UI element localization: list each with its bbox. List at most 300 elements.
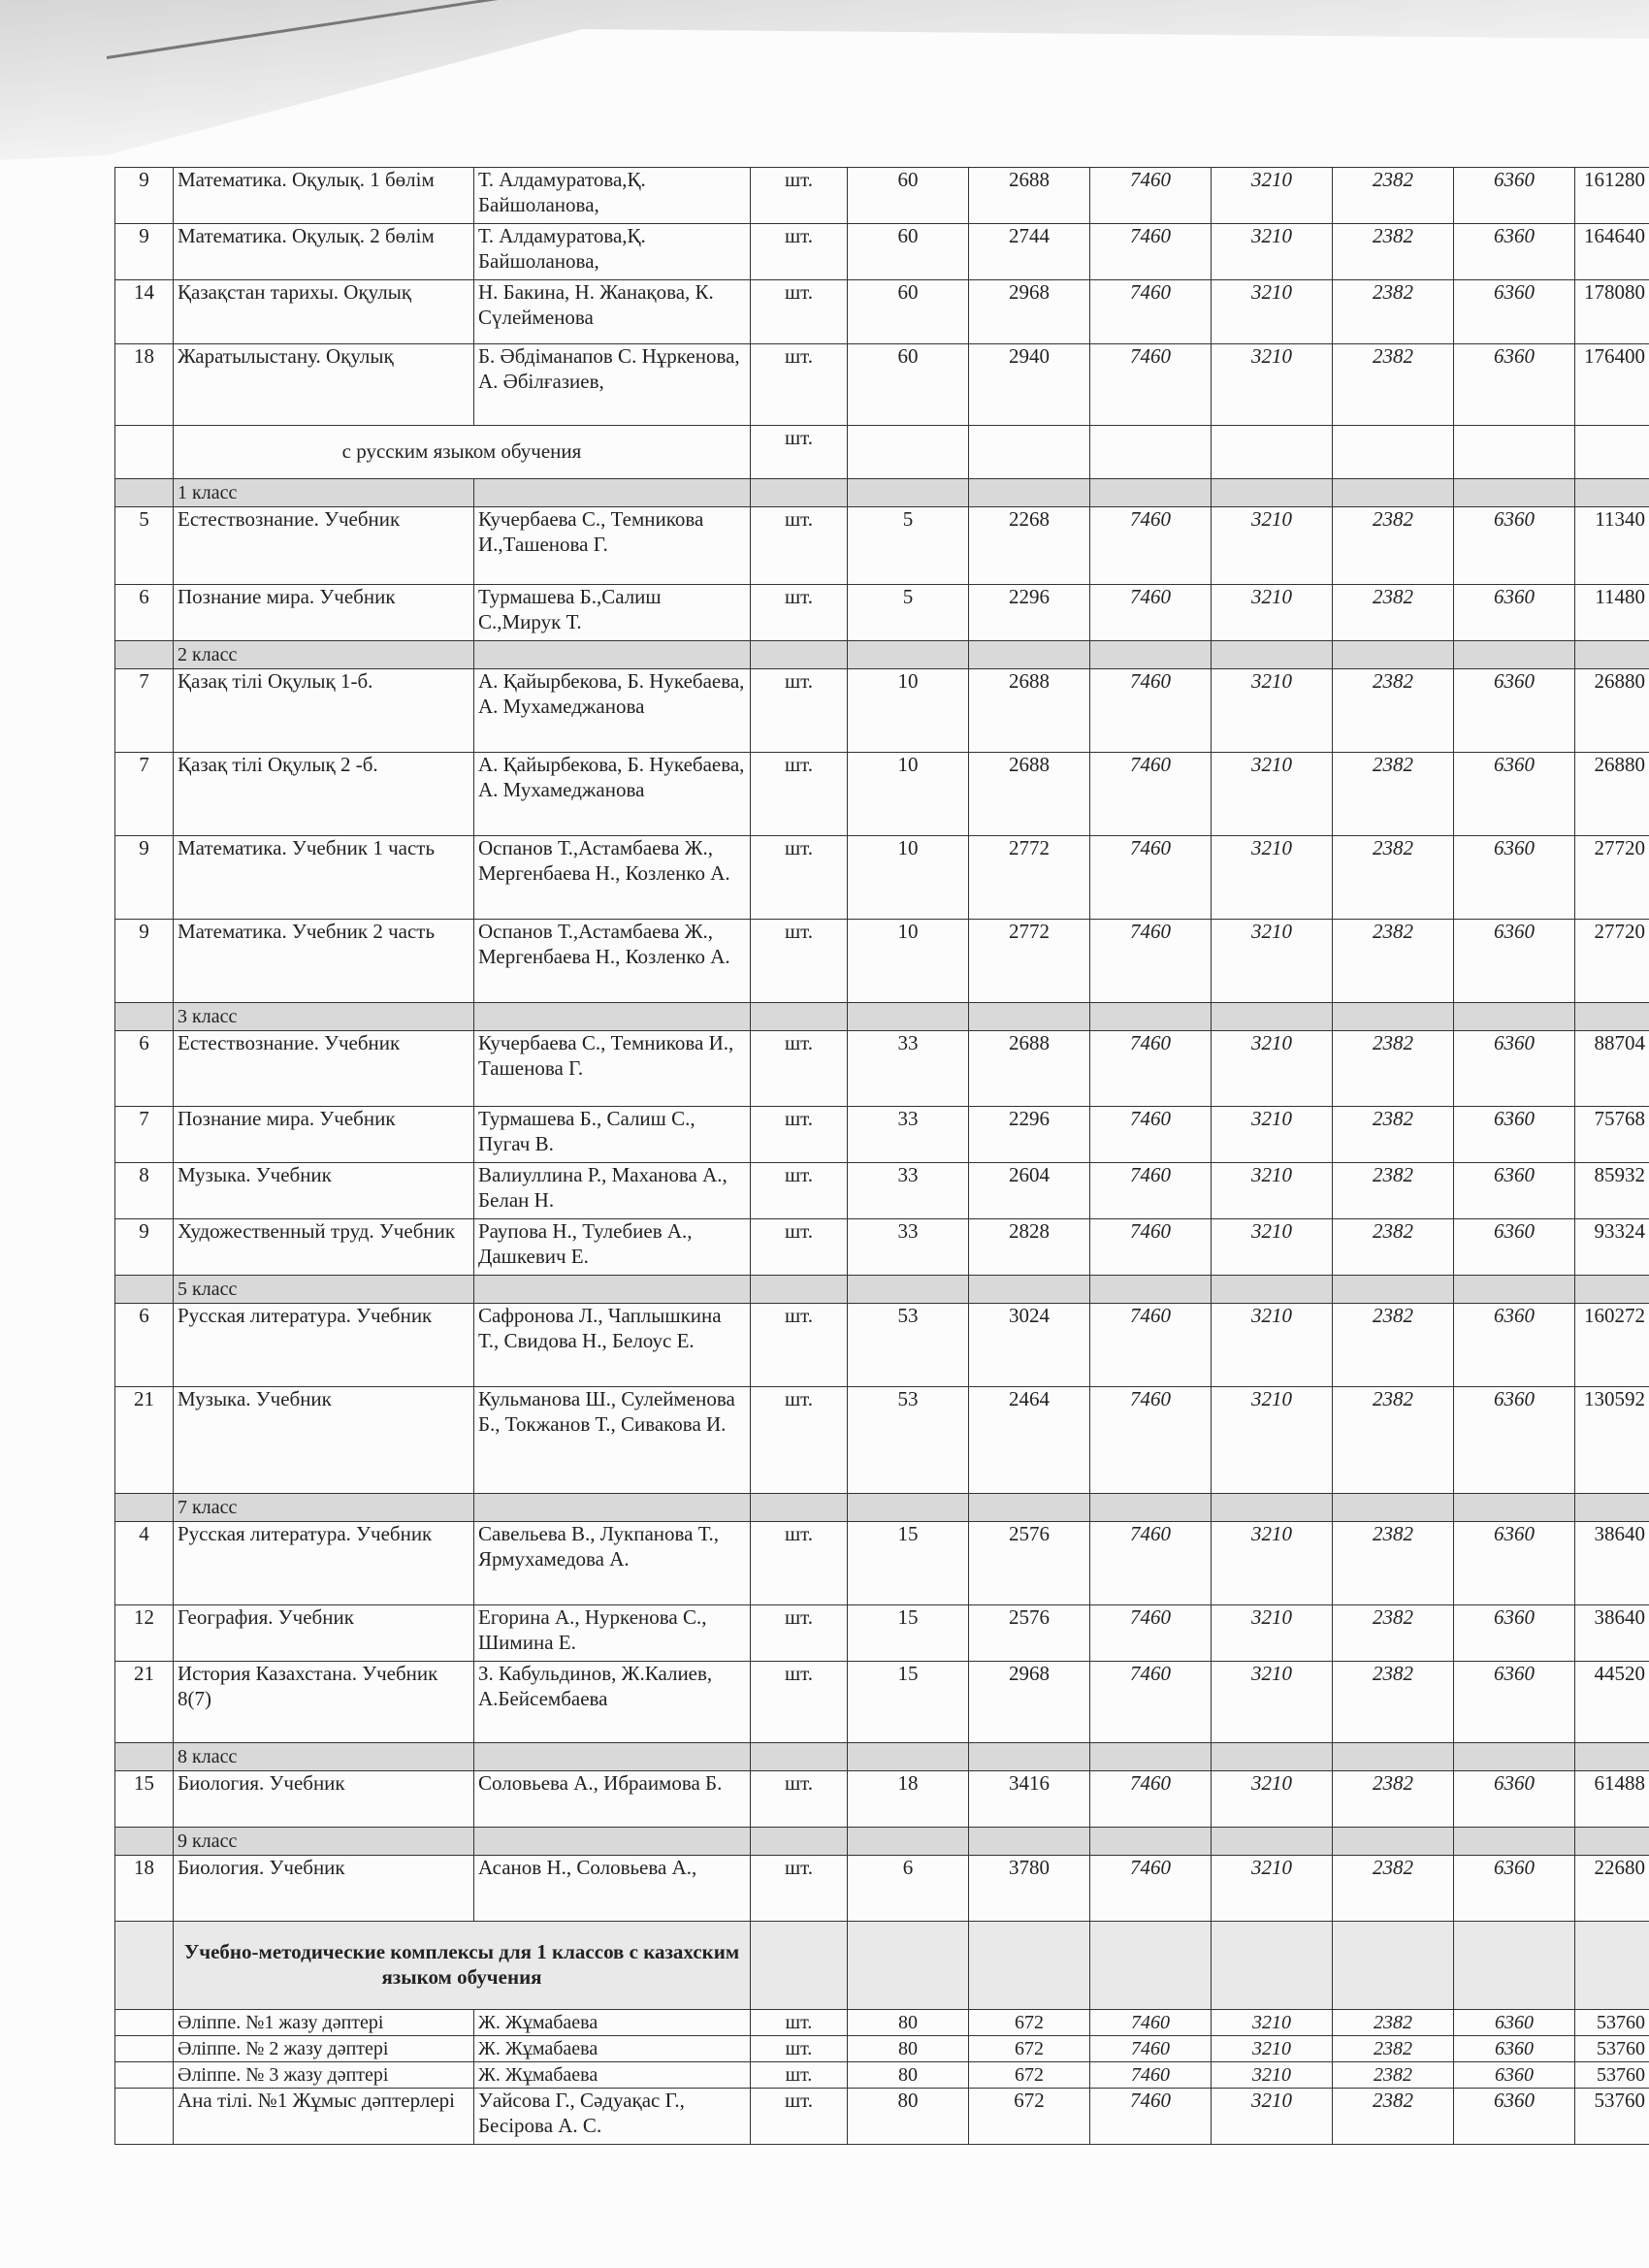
table-row bbox=[115, 1522, 1649, 1605]
price-column-2: 3210 bbox=[1212, 1605, 1333, 1662]
unit-price: 672 bbox=[969, 2062, 1090, 2089]
price-column-4: 6360 bbox=[1454, 2036, 1575, 2062]
row-total: 26880 bbox=[1575, 669, 1649, 753]
row-number: 9 bbox=[115, 836, 174, 920]
row-total: 53760 bbox=[1575, 2010, 1649, 2036]
quantity: 60 bbox=[848, 224, 969, 280]
price-column-1: 7460 bbox=[1090, 753, 1212, 836]
price-column-2: 3210 bbox=[1212, 1219, 1333, 1276]
unit-price: 2688 bbox=[969, 753, 1090, 836]
unit-price: 3780 bbox=[969, 1856, 1090, 1922]
unit-label: шт. bbox=[751, 168, 848, 224]
book-authors: Валиуллина Р., Маханова А., Белан Н. bbox=[474, 1163, 751, 1219]
unit-price: 2828 bbox=[969, 1219, 1090, 1276]
price-column-1: 7460 bbox=[1090, 168, 1212, 224]
quantity: 10 bbox=[848, 920, 969, 1003]
unit-label: шт. bbox=[751, 585, 848, 641]
price-column-2: 3210 bbox=[1212, 1304, 1333, 1387]
quantity: 15 bbox=[848, 1662, 969, 1743]
row-number: 9 bbox=[115, 224, 174, 280]
quantity: 33 bbox=[848, 1163, 969, 1219]
price-column-3: 2382 bbox=[1333, 1605, 1454, 1662]
price-column-3: 2382 bbox=[1333, 669, 1454, 753]
price-column-1: 7460 bbox=[1090, 1856, 1212, 1922]
unit-price: 2688 bbox=[969, 168, 1090, 224]
price-column-2: 3210 bbox=[1212, 920, 1333, 1003]
row-number: 6 bbox=[115, 1304, 174, 1387]
quantity: 80 bbox=[848, 2062, 969, 2089]
unit-label: шт. bbox=[751, 1219, 848, 1276]
unit-label: шт. bbox=[751, 1387, 848, 1494]
book-authors: Т. Алдамуратова,Қ. Байшоланова, bbox=[474, 224, 751, 280]
price-column-4: 6360 bbox=[1454, 2010, 1575, 2036]
book-title: Қазақ тілі Оқулық 2 -б. bbox=[174, 753, 474, 836]
book-title: Музыка. Учебник bbox=[174, 1163, 474, 1219]
price-column-3: 2382 bbox=[1333, 1387, 1454, 1494]
price-column-1: 7460 bbox=[1090, 1387, 1212, 1494]
price-column-3: 2382 bbox=[1333, 2036, 1454, 2062]
row-number bbox=[115, 2036, 174, 2062]
book-authors: Ж. Жұмабаева bbox=[474, 2036, 751, 2062]
price-column-1: 7460 bbox=[1090, 669, 1212, 753]
row-total: 85932 bbox=[1575, 1163, 1649, 1219]
unit-label: шт. bbox=[751, 920, 848, 1003]
table-row bbox=[115, 224, 1649, 280]
price-column-4: 6360 bbox=[1454, 1522, 1575, 1605]
row-total: 176400 bbox=[1575, 344, 1649, 426]
table-row bbox=[115, 1605, 1649, 1662]
book-title: Әліппе. №1 жазу дәптері bbox=[174, 2010, 474, 2036]
price-column-1: 7460 bbox=[1090, 1662, 1212, 1743]
unit-label: шт. bbox=[751, 1662, 848, 1743]
unit-price: 2744 bbox=[969, 224, 1090, 280]
unit-price: 3024 bbox=[969, 1304, 1090, 1387]
unit-price: 2772 bbox=[969, 920, 1090, 1003]
book-authors: Савельева В., Лукпанова Т., Ярмухамедова А. bbox=[474, 1522, 751, 1605]
book-authors: Кульманова Ш., Сулейменова Б., Токжанов Т., Сивакова И. bbox=[474, 1387, 751, 1494]
price-column-4: 6360 bbox=[1454, 280, 1575, 344]
row-number bbox=[115, 2010, 174, 2036]
unit-label: шт. bbox=[751, 280, 848, 344]
row-total: 178080 bbox=[1575, 280, 1649, 344]
price-column-2: 3210 bbox=[1212, 224, 1333, 280]
book-title: География. Учебник bbox=[174, 1605, 474, 1662]
price-column-3: 2382 bbox=[1333, 1107, 1454, 1163]
class-header-row bbox=[115, 479, 1649, 507]
unit-label: шт. bbox=[751, 836, 848, 920]
book-authors: Ж. Жұмабаева bbox=[474, 2062, 751, 2089]
price-column-2: 3210 bbox=[1212, 836, 1333, 920]
unit-price: 2464 bbox=[969, 1387, 1090, 1494]
class-label: 5 класс bbox=[174, 1276, 474, 1304]
table-row bbox=[115, 1219, 1649, 1276]
price-column-2: 3210 bbox=[1212, 1522, 1333, 1605]
row-number: 14 bbox=[115, 280, 174, 344]
unit-label: шт. bbox=[751, 1304, 848, 1387]
row-total: 38640 bbox=[1575, 1605, 1649, 1662]
book-title: Әліппе. № 3 жазу дәптері bbox=[174, 2062, 474, 2089]
price-column-4: 6360 bbox=[1454, 1107, 1575, 1163]
class-header-row bbox=[115, 1003, 1649, 1031]
book-authors: З. Кабульдинов, Ж.Калиев, А.Бейсембаева bbox=[474, 1662, 751, 1743]
row-number: 4 bbox=[115, 1522, 174, 1605]
row-total: 44520 bbox=[1575, 1662, 1649, 1743]
unit-price: 2688 bbox=[969, 669, 1090, 753]
class-label: 1 класс bbox=[174, 479, 474, 507]
book-authors: Егорина А., Нуркенова С., Шимина Е. bbox=[474, 1605, 751, 1662]
price-column-2: 3210 bbox=[1212, 168, 1333, 224]
unit-label: шт. bbox=[751, 507, 848, 585]
row-total: 75768 bbox=[1575, 1107, 1649, 1163]
book-title: Қазақстан тарихы. Оқулық bbox=[174, 280, 474, 344]
quantity: 33 bbox=[848, 1219, 969, 1276]
unit-price: 672 bbox=[969, 2089, 1090, 2145]
price-column-3: 2382 bbox=[1333, 507, 1454, 585]
unit-label: шт. bbox=[751, 1856, 848, 1922]
unit-label: шт. bbox=[751, 224, 848, 280]
section-header-row bbox=[115, 426, 1649, 479]
row-total: 53760 bbox=[1575, 2089, 1649, 2145]
row-number: 6 bbox=[115, 1031, 174, 1107]
price-column-4: 6360 bbox=[1454, 1219, 1575, 1276]
quantity: 33 bbox=[848, 1031, 969, 1107]
quantity: 60 bbox=[848, 168, 969, 224]
price-column-4: 6360 bbox=[1454, 344, 1575, 426]
unit-label: шт. bbox=[751, 1771, 848, 1828]
row-total: 26880 bbox=[1575, 753, 1649, 836]
class-header-row bbox=[115, 1276, 1649, 1304]
row-number: 9 bbox=[115, 1219, 174, 1276]
price-column-1: 7460 bbox=[1090, 1163, 1212, 1219]
row-total: 130592 bbox=[1575, 1387, 1649, 1494]
price-column-4: 6360 bbox=[1454, 836, 1575, 920]
unit-price: 2296 bbox=[969, 585, 1090, 641]
row-number: 15 bbox=[115, 1771, 174, 1828]
row-number: 12 bbox=[115, 1605, 174, 1662]
book-title: История Казахстана. Учебник 8(7) bbox=[174, 1662, 474, 1743]
row-number: 18 bbox=[115, 1856, 174, 1922]
price-column-4: 6360 bbox=[1454, 2089, 1575, 2145]
book-authors: Т. Алдамуратова,Қ. Байшоланова, bbox=[474, 168, 751, 224]
quantity: 15 bbox=[848, 1605, 969, 1662]
unit-price: 2688 bbox=[969, 1031, 1090, 1107]
class-header-row bbox=[115, 1494, 1649, 1522]
price-column-2: 3210 bbox=[1212, 753, 1333, 836]
price-column-4: 6360 bbox=[1454, 1662, 1575, 1743]
class-label: 3 класс bbox=[174, 1003, 474, 1031]
table-row bbox=[115, 344, 1649, 426]
unit-label: шт. bbox=[751, 1605, 848, 1662]
unit-label: шт. bbox=[751, 2036, 848, 2062]
quantity: 18 bbox=[848, 1771, 969, 1828]
kit-title: Учебно-методические комплексы для 1 классов с казахским языком обучения bbox=[174, 1922, 751, 2010]
price-column-4: 6360 bbox=[1454, 1771, 1575, 1828]
table-row bbox=[115, 1662, 1649, 1743]
unit-label: шт. bbox=[751, 2062, 848, 2089]
table-row bbox=[115, 1163, 1649, 1219]
quantity: 33 bbox=[848, 1107, 969, 1163]
row-total: 53760 bbox=[1575, 2062, 1649, 2089]
quantity: 80 bbox=[848, 2036, 969, 2062]
price-column-1: 7460 bbox=[1090, 1031, 1212, 1107]
book-title: Әліппе. № 2 жазу дәптері bbox=[174, 2036, 474, 2062]
book-authors: Сафронова Л., Чаплышкина Т., Свидова Н., Белоус Е. bbox=[474, 1304, 751, 1387]
price-column-4: 6360 bbox=[1454, 2062, 1575, 2089]
book-title: Познание мира. Учебник bbox=[174, 1107, 474, 1163]
book-title: Ана тілі. №1 Жұмыс дәптерлері bbox=[174, 2089, 474, 2145]
row-number bbox=[115, 2062, 174, 2089]
price-column-3: 2382 bbox=[1333, 1304, 1454, 1387]
price-column-3: 2382 bbox=[1333, 224, 1454, 280]
price-column-2: 3210 bbox=[1212, 2036, 1333, 2062]
price-column-1: 7460 bbox=[1090, 344, 1212, 426]
price-column-3: 2382 bbox=[1333, 280, 1454, 344]
unit-price: 2940 bbox=[969, 344, 1090, 426]
quantity: 6 bbox=[848, 1856, 969, 1922]
book-authors: Кучербаева С., Темникова И., Ташенова Г. bbox=[474, 1031, 751, 1107]
price-column-4: 6360 bbox=[1454, 168, 1575, 224]
price-column-3: 2382 bbox=[1333, 2010, 1454, 2036]
table-row bbox=[115, 168, 1649, 224]
price-column-4: 6360 bbox=[1454, 1387, 1575, 1494]
book-authors: Асанов Н., Соловьева А., bbox=[474, 1856, 751, 1922]
price-column-3: 2382 bbox=[1333, 836, 1454, 920]
price-column-1: 7460 bbox=[1090, 2062, 1212, 2089]
book-authors: Раупова Н., Тулебиев А., Дашкевич Е. bbox=[474, 1219, 751, 1276]
book-title: Познание мира. Учебник bbox=[174, 585, 474, 641]
quantity: 80 bbox=[848, 2089, 969, 2145]
table-row bbox=[115, 920, 1649, 1003]
book-authors: Б. Әбдіманапов С. Нұркенова, А. Әбілғазиев, bbox=[474, 344, 751, 426]
unit-label: шт. bbox=[751, 1522, 848, 1605]
class-label: 7 класс bbox=[174, 1494, 474, 1522]
book-authors: Оспанов Т.,Астамбаева Ж., Мергенбаева Н., Козленко А. bbox=[474, 920, 751, 1003]
unit-label: шт. bbox=[751, 1031, 848, 1107]
price-column-1: 7460 bbox=[1090, 1107, 1212, 1163]
textbook-order-table bbox=[114, 167, 1649, 2145]
table-row bbox=[115, 2062, 1649, 2089]
table-row bbox=[115, 280, 1649, 344]
price-column-2: 3210 bbox=[1212, 585, 1333, 641]
row-number: 7 bbox=[115, 753, 174, 836]
quantity: 80 bbox=[848, 2010, 969, 2036]
kit-header-row bbox=[115, 1922, 1649, 2010]
price-column-1: 7460 bbox=[1090, 224, 1212, 280]
quantity: 60 bbox=[848, 344, 969, 426]
table-row bbox=[115, 1107, 1649, 1163]
price-column-2: 3210 bbox=[1212, 344, 1333, 426]
unit-price: 2268 bbox=[969, 507, 1090, 585]
unit-label: шт. bbox=[751, 426, 848, 479]
price-column-3: 2382 bbox=[1333, 1163, 1454, 1219]
row-total: 27720 bbox=[1575, 836, 1649, 920]
book-title: Математика. Учебник 2 часть bbox=[174, 920, 474, 1003]
unit-label: шт. bbox=[751, 669, 848, 753]
quantity: 5 bbox=[848, 507, 969, 585]
price-column-3: 2382 bbox=[1333, 1856, 1454, 1922]
unit-label: шт. bbox=[751, 2010, 848, 2036]
row-number: 18 bbox=[115, 344, 174, 426]
table-row bbox=[115, 1387, 1649, 1494]
row-number: 21 bbox=[115, 1662, 174, 1743]
price-column-2: 3210 bbox=[1212, 1856, 1333, 1922]
price-column-3: 2382 bbox=[1333, 2089, 1454, 2145]
book-authors: Кучербаева С., Темникова И.,Ташенова Г. bbox=[474, 507, 751, 585]
row-number: 7 bbox=[115, 1107, 174, 1163]
price-column-1: 7460 bbox=[1090, 1304, 1212, 1387]
class-header-row bbox=[115, 641, 1649, 669]
price-column-3: 2382 bbox=[1333, 753, 1454, 836]
book-authors: Турмашева Б., Салиш С., Пугач В. bbox=[474, 1107, 751, 1163]
book-authors: А. Қайырбекова, Б. Нукебаева, А. Мухамеджанова bbox=[474, 753, 751, 836]
row-number: 7 bbox=[115, 669, 174, 753]
unit-label: шт. bbox=[751, 1163, 848, 1219]
price-column-3: 2382 bbox=[1333, 2062, 1454, 2089]
unit-label: шт. bbox=[751, 753, 848, 836]
row-number: 8 bbox=[115, 1163, 174, 1219]
row-number: 6 bbox=[115, 585, 174, 641]
unit-price: 672 bbox=[969, 2010, 1090, 2036]
price-column-2: 3210 bbox=[1212, 1387, 1333, 1494]
book-title: Естествознание. Учебник bbox=[174, 507, 474, 585]
price-column-4: 6360 bbox=[1454, 1031, 1575, 1107]
row-total: 160272 bbox=[1575, 1304, 1649, 1387]
price-column-3: 2382 bbox=[1333, 344, 1454, 426]
price-column-1: 7460 bbox=[1090, 280, 1212, 344]
price-column-1: 7460 bbox=[1090, 1219, 1212, 1276]
row-total: 38640 bbox=[1575, 1522, 1649, 1605]
unit-price: 2604 bbox=[969, 1163, 1090, 1219]
price-column-2: 3210 bbox=[1212, 669, 1333, 753]
price-column-4: 6360 bbox=[1454, 224, 1575, 280]
price-column-3: 2382 bbox=[1333, 1662, 1454, 1743]
row-total: 53760 bbox=[1575, 2036, 1649, 2062]
unit-label: шт. bbox=[751, 2089, 848, 2145]
table-row bbox=[115, 753, 1649, 836]
unit-price: 3416 bbox=[969, 1771, 1090, 1828]
price-column-4: 6360 bbox=[1454, 1856, 1575, 1922]
book-title: Математика. Учебник 1 часть bbox=[174, 836, 474, 920]
book-title: Жаратылыстану. Оқулық bbox=[174, 344, 474, 426]
book-title: Математика. Оқулық. 1 бөлім bbox=[174, 168, 474, 224]
unit-label: шт. bbox=[751, 1107, 848, 1163]
row-number bbox=[115, 2089, 174, 2145]
table-row bbox=[115, 669, 1649, 753]
book-title: Математика. Оқулық. 2 бөлім bbox=[174, 224, 474, 280]
row-total: 22680 bbox=[1575, 1856, 1649, 1922]
table-row bbox=[115, 2010, 1649, 2036]
price-column-2: 3210 bbox=[1212, 1662, 1333, 1743]
row-total: 161280 bbox=[1575, 168, 1649, 224]
table-row bbox=[115, 1771, 1649, 1828]
row-total: 11480 bbox=[1575, 585, 1649, 641]
price-column-1: 7460 bbox=[1090, 2010, 1212, 2036]
row-number: 9 bbox=[115, 168, 174, 224]
price-column-2: 3210 bbox=[1212, 2089, 1333, 2145]
book-authors: Н. Бакина, Н. Жанақова, К. Сүлейменова bbox=[474, 280, 751, 344]
price-column-4: 6360 bbox=[1454, 585, 1575, 641]
book-authors: Уайсова Г., Сәдуақас Г., Бесірова А. С. bbox=[474, 2089, 751, 2145]
table-row bbox=[115, 1856, 1649, 1922]
row-number: 21 bbox=[115, 1387, 174, 1494]
class-label: 9 класс bbox=[174, 1828, 474, 1856]
book-title: Биология. Учебник bbox=[174, 1856, 474, 1922]
row-total: 27720 bbox=[1575, 920, 1649, 1003]
price-column-3: 2382 bbox=[1333, 1522, 1454, 1605]
quantity: 10 bbox=[848, 836, 969, 920]
book-authors: Оспанов Т.,Астамбаева Ж., Мергенбаева Н., Козленко А. bbox=[474, 836, 751, 920]
table-row bbox=[115, 1304, 1649, 1387]
price-column-2: 3210 bbox=[1212, 507, 1333, 585]
price-column-1: 7460 bbox=[1090, 836, 1212, 920]
section-title: с русским языком обучения bbox=[174, 426, 751, 479]
price-column-1: 7460 bbox=[1090, 2036, 1212, 2062]
price-column-3: 2382 bbox=[1333, 168, 1454, 224]
quantity: 10 bbox=[848, 753, 969, 836]
class-header-row bbox=[115, 1743, 1649, 1771]
unit-price: 2968 bbox=[969, 1662, 1090, 1743]
unit-price: 2296 bbox=[969, 1107, 1090, 1163]
price-column-4: 6360 bbox=[1454, 1304, 1575, 1387]
price-column-2: 3210 bbox=[1212, 1031, 1333, 1107]
unit-label: шт. bbox=[751, 344, 848, 426]
quantity: 60 bbox=[848, 280, 969, 344]
class-label: 8 класс bbox=[174, 1743, 474, 1771]
quantity: 53 bbox=[848, 1387, 969, 1494]
unit-price: 2576 bbox=[969, 1522, 1090, 1605]
quantity: 5 bbox=[848, 585, 969, 641]
row-total: 11340 bbox=[1575, 507, 1649, 585]
book-authors: А. Қайырбекова, Б. Нукебаева, А. Мухамеджанова bbox=[474, 669, 751, 753]
class-label: 2 класс bbox=[174, 641, 474, 669]
price-column-2: 3210 bbox=[1212, 280, 1333, 344]
price-column-3: 2382 bbox=[1333, 1031, 1454, 1107]
price-column-2: 3210 bbox=[1212, 1163, 1333, 1219]
price-column-2: 3210 bbox=[1212, 1771, 1333, 1828]
book-title: Биология. Учебник bbox=[174, 1771, 474, 1828]
unit-price: 672 bbox=[969, 2036, 1090, 2062]
folded-page-corner bbox=[0, 0, 1649, 165]
price-column-1: 7460 bbox=[1090, 920, 1212, 1003]
quantity: 10 bbox=[848, 669, 969, 753]
book-title: Естествознание. Учебник bbox=[174, 1031, 474, 1107]
price-column-1: 7460 bbox=[1090, 507, 1212, 585]
unit-price: 2968 bbox=[969, 280, 1090, 344]
price-column-1: 7460 bbox=[1090, 2089, 1212, 2145]
book-title: Художественный труд. Учебник bbox=[174, 1219, 474, 1276]
unit-price: 2576 bbox=[969, 1605, 1090, 1662]
price-column-3: 2382 bbox=[1333, 585, 1454, 641]
row-total: 164640 bbox=[1575, 224, 1649, 280]
price-column-3: 2382 bbox=[1333, 920, 1454, 1003]
price-column-3: 2382 bbox=[1333, 1771, 1454, 1828]
row-total: 93324 bbox=[1575, 1219, 1649, 1276]
price-column-4: 6360 bbox=[1454, 1163, 1575, 1219]
price-column-4: 6360 bbox=[1454, 507, 1575, 585]
price-column-2: 3210 bbox=[1212, 2010, 1333, 2036]
row-total: 88704 bbox=[1575, 1031, 1649, 1107]
price-column-1: 7460 bbox=[1090, 1771, 1212, 1828]
row-total: 61488 bbox=[1575, 1771, 1649, 1828]
table-row bbox=[115, 1031, 1649, 1107]
book-title: Қазақ тілі Оқулық 1-б. bbox=[174, 669, 474, 753]
table-row bbox=[115, 2089, 1649, 2145]
class-header-row bbox=[115, 1828, 1649, 1856]
table-row bbox=[115, 836, 1649, 920]
price-column-1: 7460 bbox=[1090, 1605, 1212, 1662]
quantity: 15 bbox=[848, 1522, 969, 1605]
row-number: 9 bbox=[115, 920, 174, 1003]
